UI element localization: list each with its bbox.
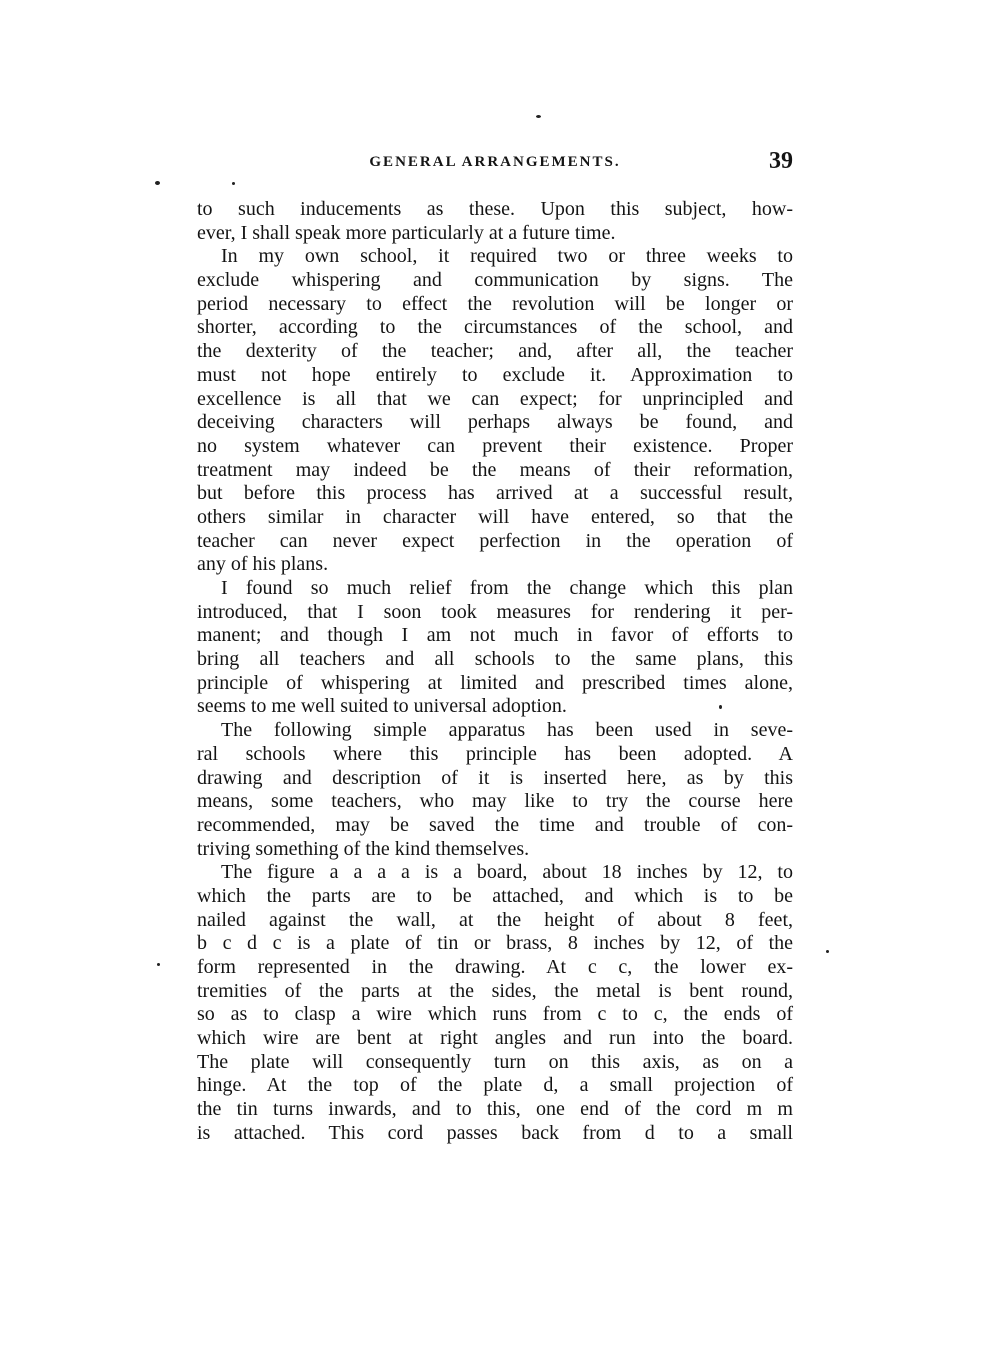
text-line: must not hope entirely to exclude it. Approximation to — [197, 363, 793, 386]
page-number: 39 — [769, 148, 793, 174]
text-line: which the parts are to be attached, and which is to be — [197, 884, 793, 907]
text-line: triving something of the kind themselves. — [197, 837, 530, 860]
print-speck — [826, 950, 829, 953]
text-line: The following simple apparatus has been used in seve- — [221, 719, 793, 742]
print-speck — [719, 705, 722, 709]
text-line: form represented in the drawing. At c c, the lower ex- — [197, 956, 793, 978]
text-line: shorter, according to the circumstances of the school, and — [197, 316, 793, 339]
text-line: no system whatever can prevent their existence. Proper — [197, 434, 793, 457]
text-line: I found so much relief from the change which this plan — [221, 577, 793, 599]
text-line: principle of whispering at limited and prescribed times alone, — [197, 671, 793, 694]
text-line: In my own school, it required two or three weeks to — [221, 245, 793, 268]
text-line: so as to clasp a wire which runs from c to c, the ends of — [197, 1003, 793, 1026]
print-speck — [157, 963, 160, 966]
text-line: treatment may indeed be the means of their reformation, — [197, 458, 793, 481]
text-line: but before this process has arrived at a successful result, — [197, 482, 793, 505]
body-text — [197, 198, 793, 1146]
text-line: any of his plans. — [197, 553, 329, 576]
text-line: hinge. At the top of the plate d, a small projection of — [197, 1074, 793, 1097]
text-line: recommended, may be saved the time and trouble of con- — [197, 813, 793, 836]
text-line: The plate will consequently turn on this axis, as on a — [197, 1050, 793, 1073]
text-line: deceiving characters will perhaps always be found, and — [197, 411, 793, 434]
text-line: b c d c is a plate of tin or brass, 8 inches by 12, of the — [197, 932, 793, 955]
text-line: introduced, that I soon took measures for rendering it per- — [197, 600, 793, 623]
text-line: bring all teachers and all schools to the same plans, this — [197, 648, 793, 671]
print-speck — [155, 181, 160, 185]
text-line: tremities of the parts at the sides, the metal is bent round, — [197, 979, 793, 1002]
text-line: seems to me well suited to universal adoption. — [197, 695, 567, 718]
print-speck — [232, 182, 235, 185]
text-line: period necessary to effect the revolution will be longer or — [197, 292, 793, 315]
text-line: excellence is all that we can expect; for unprincipled and — [197, 387, 793, 410]
text-line: means, some teachers, who may like to try the course here — [197, 790, 793, 813]
text-line: drawing and description of it is inserted here, as by this — [197, 766, 793, 789]
text-line: exclude whispering and communication by signs. The — [197, 269, 793, 292]
text-line: is attached. This cord passes back from d to a small — [197, 1121, 793, 1144]
print-speck — [536, 115, 541, 118]
text-line: the dexterity of the teacher; and, after all, the teacher — [197, 340, 793, 363]
text-line: ever, I shall speak more particularly at a future time. — [197, 221, 616, 244]
text-line: manent; and though I am not much in favor of efforts to — [197, 624, 793, 647]
text-line: The figure a a a a is a board, about 18 inches by 12, to — [221, 861, 793, 884]
text-line: others similar in character will have entered, so that the — [197, 505, 793, 528]
text-line: to such inducements as these. Upon this subject, how- — [197, 198, 793, 220]
text-line: which wire are bent at right angles and run into the board. — [197, 1027, 793, 1050]
text-line: ral schools where this principle has been adopted. A — [197, 742, 793, 765]
text-line: teacher can never expect perfection in the operation of — [197, 529, 793, 552]
running-head — [197, 148, 793, 178]
text-line: nailed against the wall, at the height of about 8 feet, — [197, 908, 793, 931]
text-line: the tin turns inwards, and to this, one end of the cord m m — [197, 1098, 793, 1121]
running-title: GENERAL ARRANGEMENTS. — [369, 154, 621, 170]
